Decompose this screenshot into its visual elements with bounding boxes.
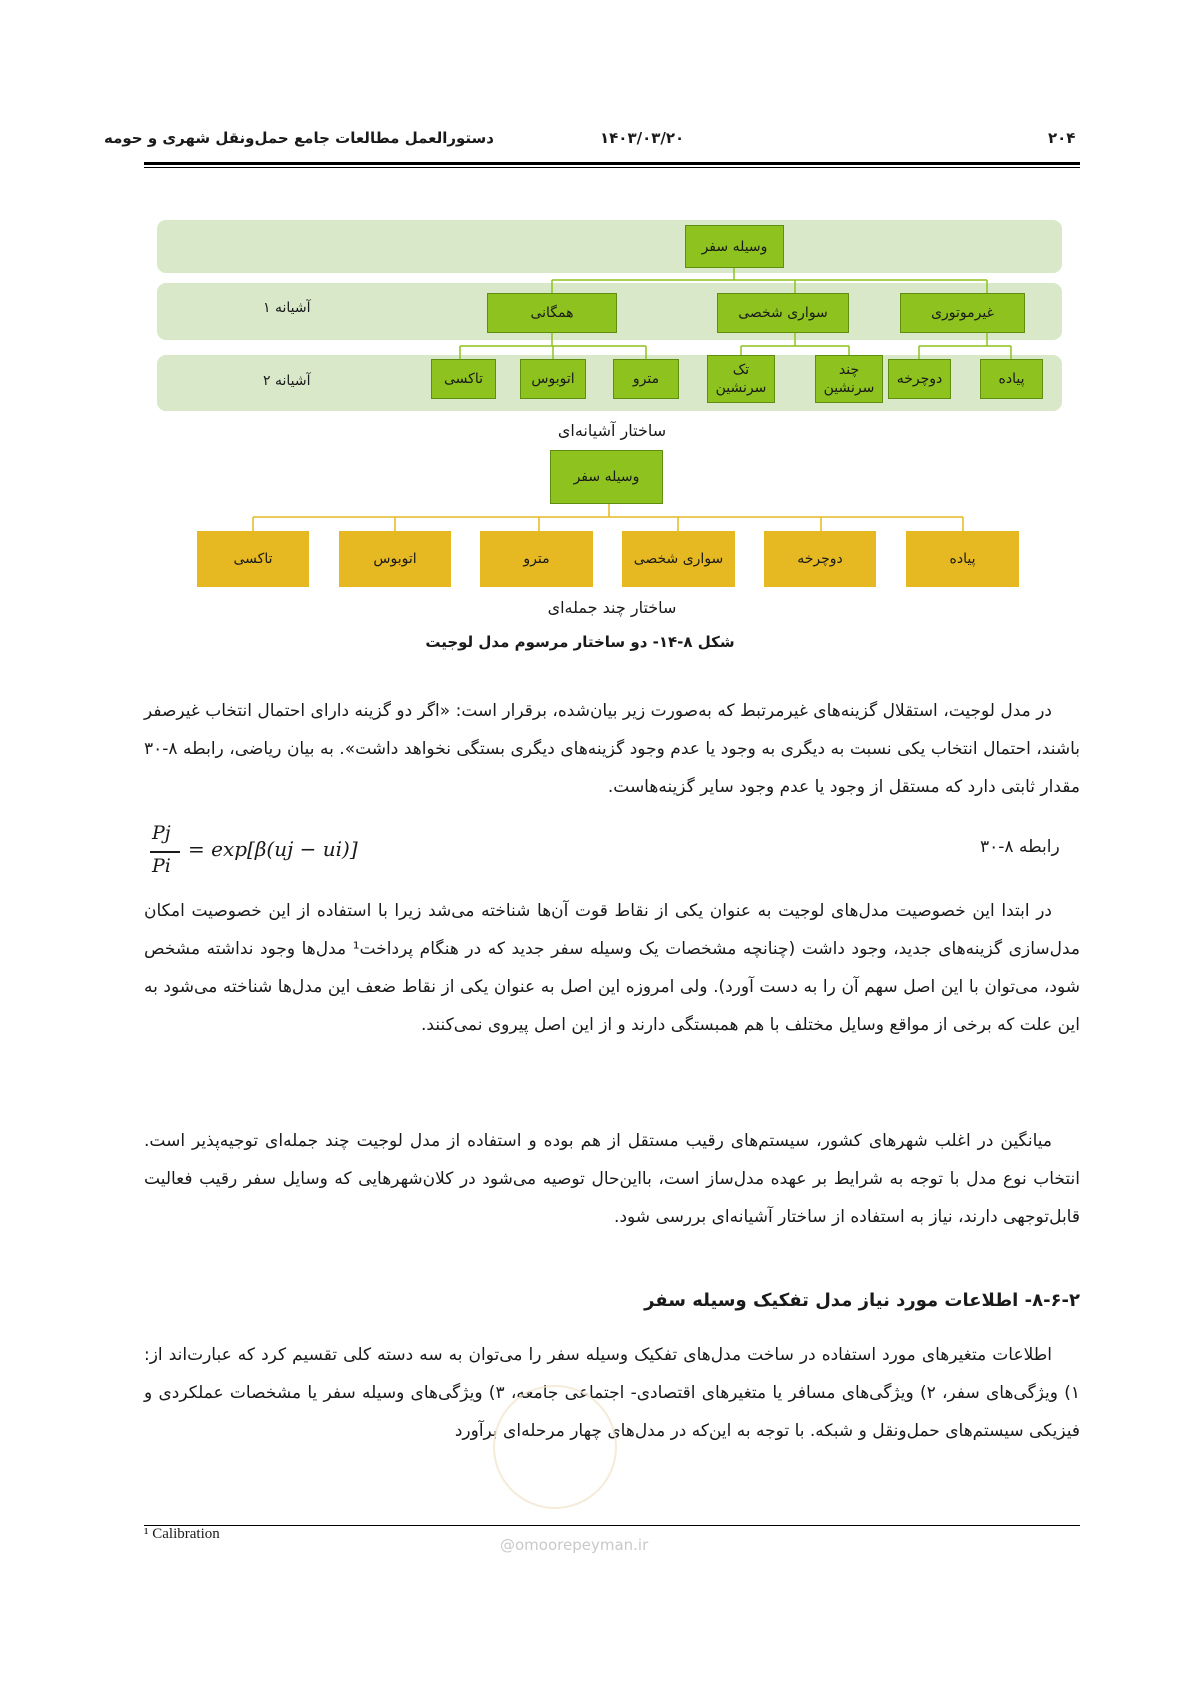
paragraph-1-text: در مدل لوجیت، استقلال گزینه‌های غیرمرتبط که به‌صورت زیر بیان‌شده، برقرار است: «اگر دو گزینه دارای احتمال انتخاب غیرصفر باشند، احتمال انتخاب یکی نسبت به دیگری به وجود یا عدم وجود گزینه‌های دیگری بستگی نخواهد داشت». به بیان ریاضی، رابطه ۸-۳۰ مقدار ثابتی دارد که مستقل از وجود یا عدم وجود سایر گزینه‌هاست. xyxy=(144,701,1080,797)
equation-numerator: Pj xyxy=(152,822,171,844)
node-metro: مترو xyxy=(613,359,679,399)
paragraph-2-text: در ابتدا این خصوصیت مدل‌های لوجیت به عنوان یکی از نقاط قوت آن‌ها شناخته می‌شد زیرا با استفاده از این خصوصیت امکان مدل‌سازی گزینه‌های جدید، وجود داشت (چنانچه مشخصات یک وسیله سفر جدید که در هنگام پرداخت¹ مدل‌ها وجود نداشته مشخص شود، می‌توان با این اصل سهم آن را به دست آورد). ولی امروزه این اصل به عنوان یکی از نقاط ضعف این مدل‌ها شناخته می‌شود به این علت که برخی از مواقع وسایل مختلف با هم همبستگی دارند و از این اصل پیروی نمی‌کنند. xyxy=(144,901,1080,1035)
node-taxi-mnl: تاکسی xyxy=(197,531,309,587)
node-taxi: تاکسی xyxy=(431,359,496,399)
equation xyxy=(148,820,358,886)
equation-denominator: Pi xyxy=(152,855,171,877)
node-non-motorized: غیرموتوری xyxy=(900,293,1025,333)
node-walk: پیاده xyxy=(980,359,1043,399)
equation-rhs: = exp[β(uj − ui)] xyxy=(188,837,358,861)
node-bicycle: دوچرخه xyxy=(888,359,951,399)
paragraph-4-text: اطلاعات متغیرهای مورد استفاده در ساخت مدل‌های تفکیک وسیله سفر را می‌توان به سه دسته کلی تقسیم کرد که عبارت‌اند از: ۱) ویژگی‌های سفر، ۲) ویژگی‌های مسافر یا متغیرهای اقتصادی- اجتماعی جامعه، ۳) ویژگی‌های وسیله سفر یا مشخصات عملکردی و فیزیکی سیستم‌های حمل‌ونقل و شبکه. با توجه به این‌که در مدل‌های چهار مرحله‌ای برآورد xyxy=(144,1345,1081,1441)
paragraph-3 xyxy=(144,1122,1080,1236)
section-heading: ۸-۶-۲- اطلاعات مورد نیاز مدل تفکیک وسیله سفر xyxy=(644,1290,1080,1311)
paragraph-1 xyxy=(144,692,1080,806)
figure-caption: شکل ۸-۱۴- دو ساختار مرسوم مدل لوجیت xyxy=(425,633,735,651)
nested-caption: ساختار آشیانه‌ای xyxy=(557,421,667,440)
paragraph-2 xyxy=(144,892,1080,1044)
equation-label: رابطه ۸-۳۰ xyxy=(980,837,1060,857)
node-travel-mode: وسیله سفر xyxy=(685,225,784,268)
header-date: ۱۴۰۳/۰۳/۲۰ xyxy=(600,129,685,147)
node-public: همگانی xyxy=(487,293,617,333)
node-multi-occupant: چند سرنشین xyxy=(815,355,883,403)
node-single-occupant: تک سرنشین xyxy=(707,355,775,403)
node-private-car: سواری شخصی xyxy=(717,293,849,333)
node-metro-mnl: مترو xyxy=(480,531,593,587)
multinomial-caption: ساختار چند جمله‌ای xyxy=(547,598,677,617)
level1-label: آشیانه ۱ xyxy=(263,300,311,316)
node-travel-mode-mnl: وسیله سفر xyxy=(550,450,663,504)
fraction-bar xyxy=(150,851,180,853)
watermark-seal-icon xyxy=(493,1385,617,1509)
header-title: دستورالعمل مطالعات جامع حمل‌ونقل شهری و حومه xyxy=(104,129,494,147)
node-bicycle-mnl: دوچرخه xyxy=(764,531,876,587)
node-walk-mnl: پیاده xyxy=(906,531,1019,587)
page-number: ۲۰۴ xyxy=(1048,129,1076,147)
node-private-car-mnl: سواری شخصی xyxy=(622,531,735,587)
level2-label: آشیانه ۲ xyxy=(263,373,311,389)
footnote: ¹ Calibration xyxy=(144,1526,220,1542)
node-bus: اتوبوس xyxy=(520,359,586,399)
paragraph-3-text: میانگین در اغلب شهرهای کشور، سیستم‌های رقیب مستقل از هم بوده و استفاده از مدل لوجیت چند جمله‌ای توجیه‌پذیر است. انتخاب نوع مدل با توجه به شرایط بر عهده مدل‌ساز است، بااین‌حال توصیه می‌شود در کلان‌شهرهایی که وسایل سفر رقیب فعالیت قابل‌توجهی دارند، نیاز به استفاده از ساختار آشیانه‌ای بررسی شود. xyxy=(144,1131,1080,1227)
watermark-text: @omoorepeyman.ir xyxy=(500,1536,649,1554)
footnote-rule xyxy=(144,1525,1080,1526)
node-bus-mnl: اتوبوس xyxy=(339,531,451,587)
